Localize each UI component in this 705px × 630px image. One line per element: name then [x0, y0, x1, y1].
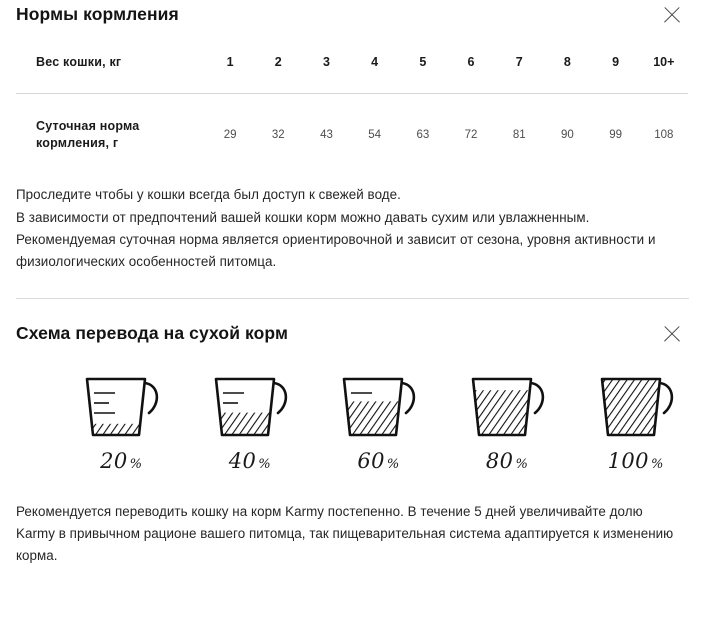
cup-percent-value: 40: [228, 449, 257, 474]
cup-percent-value: 20: [100, 449, 128, 474]
section-title-transition: Схема перевода на сухой корм: [16, 323, 289, 344]
table-cell: 99: [609, 128, 622, 141]
transition-cups-row: [68, 369, 689, 473]
measuring-cup-100-icon: [590, 369, 682, 443]
transition-scheme-header: [16, 323, 689, 345]
cup-percent-value: 100: [607, 449, 649, 474]
table-cell: 43: [320, 128, 333, 141]
table-column-header: 10+: [653, 55, 675, 70]
cup-percent-unit: %: [258, 457, 272, 473]
cup-percent-label: [582, 449, 689, 473]
cup-percent-label: [197, 449, 304, 473]
measuring-cup-20-icon: [75, 369, 167, 443]
cup-percent-unit: %: [386, 457, 400, 473]
close-icon[interactable]: [661, 4, 683, 26]
cup-percent-label: [68, 449, 175, 473]
measuring-cup-40-icon: [204, 369, 296, 443]
measuring-cup-60-icon: [332, 369, 424, 443]
cup-percent-value: 60: [357, 449, 385, 474]
table-cell: 108: [654, 128, 674, 141]
list-item: [197, 369, 304, 473]
section-divider: [16, 298, 689, 299]
table-column-header: 2: [274, 55, 282, 70]
cup-percent-value: 80: [485, 449, 514, 474]
table-column-header: 6: [467, 55, 475, 70]
measuring-cup-80-icon: [461, 369, 553, 443]
table-cell: 81: [512, 128, 526, 141]
feeding-notes-text: В зависимости от предпочтений вашей кошки корм можно давать сухим или увлажненным. Рекомендуемая суточная норма является ориентировочной и зависит от сезона, уровня активности и физиологических особенностей питомца.: [16, 210, 656, 269]
list-item: [582, 369, 689, 473]
table-cell: 72: [464, 128, 478, 141]
table-cell: 54: [368, 128, 382, 141]
list-item: [454, 369, 561, 473]
table-header-row: [16, 54, 688, 93]
table-column-header: 1: [226, 55, 234, 70]
table-column-header: 8: [563, 55, 571, 70]
table-column-header: 4: [371, 55, 379, 70]
cup-percent-label: [325, 449, 432, 473]
feeding-norms-table: [16, 54, 688, 158]
table-row-label: Суточная норма кормления, г: [36, 118, 140, 150]
transition-instructions-text: Рекомендуется переводить кошку на корм Karmy постепенно. В течение 5 дней увеличивайте долю Karmy в привычном рационе вашего питомца, так пищеварительная система адаптируется к изменению корма.: [16, 504, 674, 563]
cup-percent-label: [454, 449, 561, 473]
close-icon[interactable]: [661, 323, 683, 345]
list-item: [68, 369, 175, 473]
table-column-header: 5: [419, 55, 427, 70]
table-cell: 90: [561, 128, 574, 141]
table-cell: 29: [223, 128, 237, 141]
table-cell: 63: [416, 128, 430, 141]
table-column-header: 7: [515, 55, 523, 70]
table-column-header: 9: [612, 55, 620, 70]
cup-percent-unit: %: [650, 457, 664, 473]
table-row: [16, 93, 688, 157]
cup-percent-unit: %: [129, 457, 143, 473]
feeding-norms-header: [16, 4, 689, 26]
cup-percent-unit: %: [515, 457, 529, 473]
table-row-header-label: Вес кошки, кг: [36, 55, 122, 69]
table-column-header: 3: [322, 55, 330, 70]
list-item: [325, 369, 432, 473]
water-access-text: Проследите чтобы у кошки всегда был доступ к свежей воде.: [16, 186, 401, 202]
page-title: Нормы кормления: [16, 4, 179, 24]
table-cell: 32: [271, 128, 285, 141]
feeding-guide-page: [0, 4, 705, 630]
